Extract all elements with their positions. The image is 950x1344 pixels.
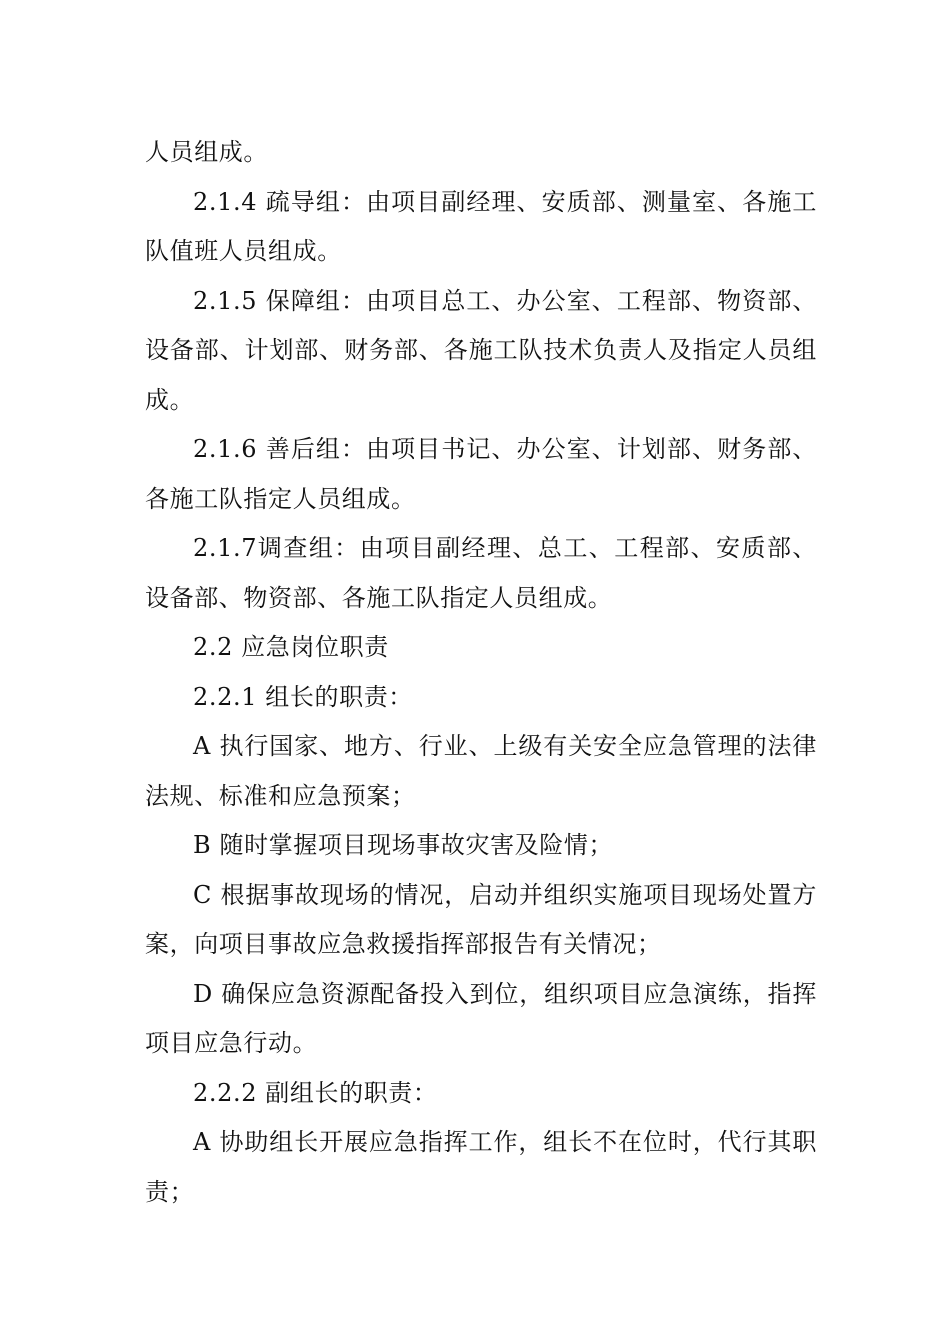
document-body bbox=[145, 128, 817, 1217]
paragraph-2-1-4: 2.1.4 疏导组：由项目副经理、安质部、测量室、各施工队值班人员组成。 bbox=[145, 187, 817, 265]
paragraph-item-d: D 确保应急资源配备投入到位，组织项目应急演练，指挥项目应急行动。 bbox=[145, 979, 817, 1057]
heading-2-2-2: 2.2.2 副组长的职责： bbox=[193, 1078, 438, 1107]
paragraph-continuation: 人员组成。 bbox=[145, 138, 268, 166]
heading-2-2: 2.2 应急岗位职责 bbox=[193, 633, 389, 661]
paragraph-item-c: C 根据事故现场的情况，启动并组织实施项目现场处置方案，向项目事故应急救援指挥部报告有关情况； bbox=[145, 880, 817, 958]
heading-2-2-1: 2.2.1 组长的职责： bbox=[193, 682, 413, 711]
paragraph-item-a: A 执行国家、地方、行业、上级有关安全应急管理的法律法规、标准和应急预案； bbox=[145, 732, 817, 810]
paragraph-2-1-5: 2.1.5 保障组：由项目总工、办公室、工程部、物资部、设备部、计划部、财务部、各施工队技术负责人及指定人员组成。 bbox=[145, 286, 817, 414]
paragraph-item-b: B 随时掌握项目现场事故灾害及险情； bbox=[193, 831, 614, 859]
paragraph-2-1-6: 2.1.6 善后组：由项目书记、办公室、计划部、财务部、各施工队指定人员组成。 bbox=[145, 435, 817, 513]
paragraph-deputy-item-a: A 协助组长开展应急指挥工作，组长不在位时，代行其职责； bbox=[145, 1128, 817, 1206]
paragraph-2-1-7: 2.1.7调查组：由项目副经理、总工、工程部、安质部、设备部、物资部、各施工队指定人员组成。 bbox=[145, 534, 817, 612]
